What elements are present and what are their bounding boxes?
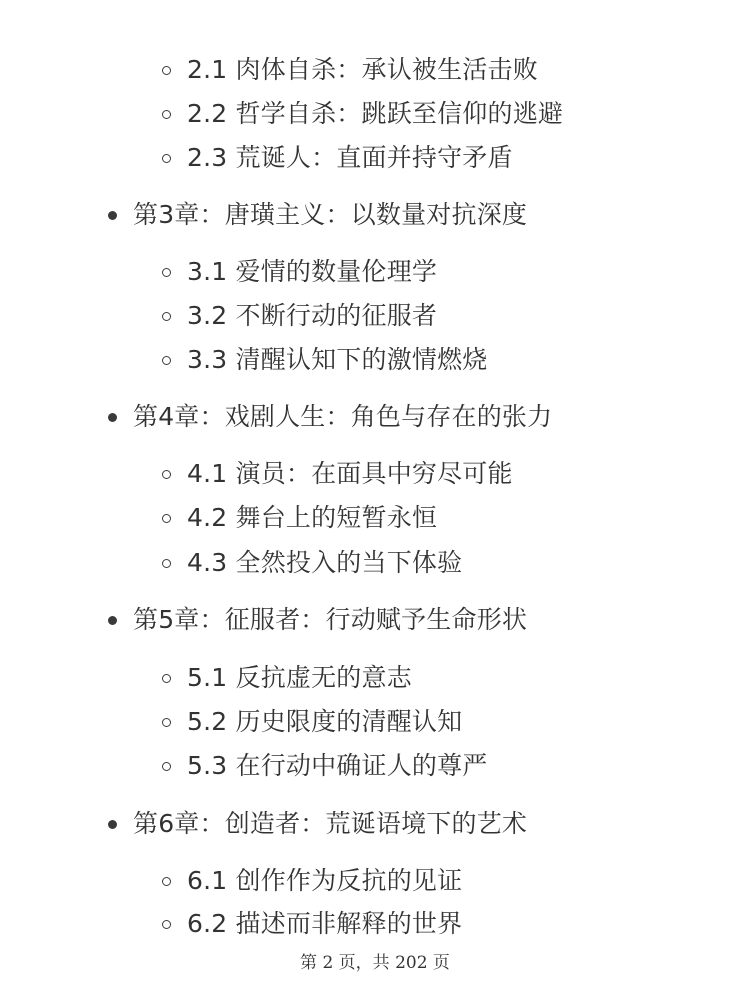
toc-section-item xyxy=(162,660,412,696)
toc-section-label: 5.2 历史限度的清醒认知 xyxy=(187,707,463,736)
filled-bullet-icon xyxy=(108,211,117,220)
hollow-bullet-icon xyxy=(162,110,171,119)
hollow-bullet-icon xyxy=(162,312,171,321)
toc-chapter-label: 第6章：创造者：荒诞语境下的艺术 xyxy=(133,809,528,838)
toc-section-label: 6.2 描述而非解释的世界 xyxy=(187,909,463,938)
toc-chapter-item xyxy=(108,197,527,233)
hollow-bullet-icon xyxy=(162,877,171,886)
toc-section-label: 2.1 肉体自杀：承认被生活击败 xyxy=(187,55,538,84)
hollow-bullet-icon xyxy=(162,920,171,929)
toc-section-item xyxy=(162,863,462,899)
toc-chapter-label: 第3章：唐璜主义：以数量对抗深度 xyxy=(133,200,528,229)
toc-section-item xyxy=(162,906,462,942)
toc-section-label: 4.1 演员：在面具中穷尽可能 xyxy=(187,459,513,488)
toc-chapter-item xyxy=(108,806,527,842)
toc-section-label: 6.1 创作作为反抗的见证 xyxy=(187,866,463,895)
filled-bullet-icon xyxy=(108,820,117,829)
toc-section-item xyxy=(162,456,513,492)
toc-section-item xyxy=(162,545,462,581)
hollow-bullet-icon xyxy=(162,154,171,163)
hollow-bullet-icon xyxy=(162,514,171,523)
toc-section-item xyxy=(162,500,437,536)
toc-section-label: 3.3 清醒认知下的激情燃烧 xyxy=(187,345,488,374)
toc-section-item xyxy=(162,748,488,784)
toc-section-label: 3.1 爱情的数量伦理学 xyxy=(187,257,438,286)
page-number-footer: 第 2 页，共 202 页 xyxy=(300,953,450,973)
filled-bullet-icon xyxy=(108,413,117,422)
toc-section-item xyxy=(162,96,563,132)
toc-section-item xyxy=(162,52,538,88)
toc-section-item xyxy=(162,342,488,378)
filled-bullet-icon xyxy=(108,616,117,625)
toc-chapter-item xyxy=(108,399,552,435)
hollow-bullet-icon xyxy=(162,718,171,727)
toc-chapter-label: 第4章：戏剧人生：角色与存在的张力 xyxy=(133,402,553,431)
toc-section-item xyxy=(162,254,437,290)
hollow-bullet-icon xyxy=(162,66,171,75)
toc-section-label: 2.3 荒诞人：直面并持守矛盾 xyxy=(187,143,513,172)
toc-section-label: 4.3 全然投入的当下体验 xyxy=(187,548,463,577)
hollow-bullet-icon xyxy=(162,470,171,479)
hollow-bullet-icon xyxy=(162,762,171,771)
toc-chapter-item xyxy=(108,602,527,638)
toc-section-label: 3.2 不断行动的征服者 xyxy=(187,301,438,330)
toc-chapter-label: 第5章：征服者：行动赋予生命形状 xyxy=(133,605,528,634)
toc-section-label: 2.2 哲学自杀：跳跃至信仰的逃避 xyxy=(187,99,564,128)
toc-section-item xyxy=(162,704,462,740)
toc-section-label: 5.1 反抗虚无的意志 xyxy=(187,663,412,692)
hollow-bullet-icon xyxy=(162,559,171,568)
toc-section-item xyxy=(162,140,513,176)
hollow-bullet-icon xyxy=(162,356,171,365)
toc-section-label: 5.3 在行动中确证人的尊严 xyxy=(187,751,488,780)
toc-section-label: 4.2 舞台上的短暂永恒 xyxy=(187,503,438,532)
hollow-bullet-icon xyxy=(162,268,171,277)
toc-section-item xyxy=(162,298,437,334)
hollow-bullet-icon xyxy=(162,674,171,683)
